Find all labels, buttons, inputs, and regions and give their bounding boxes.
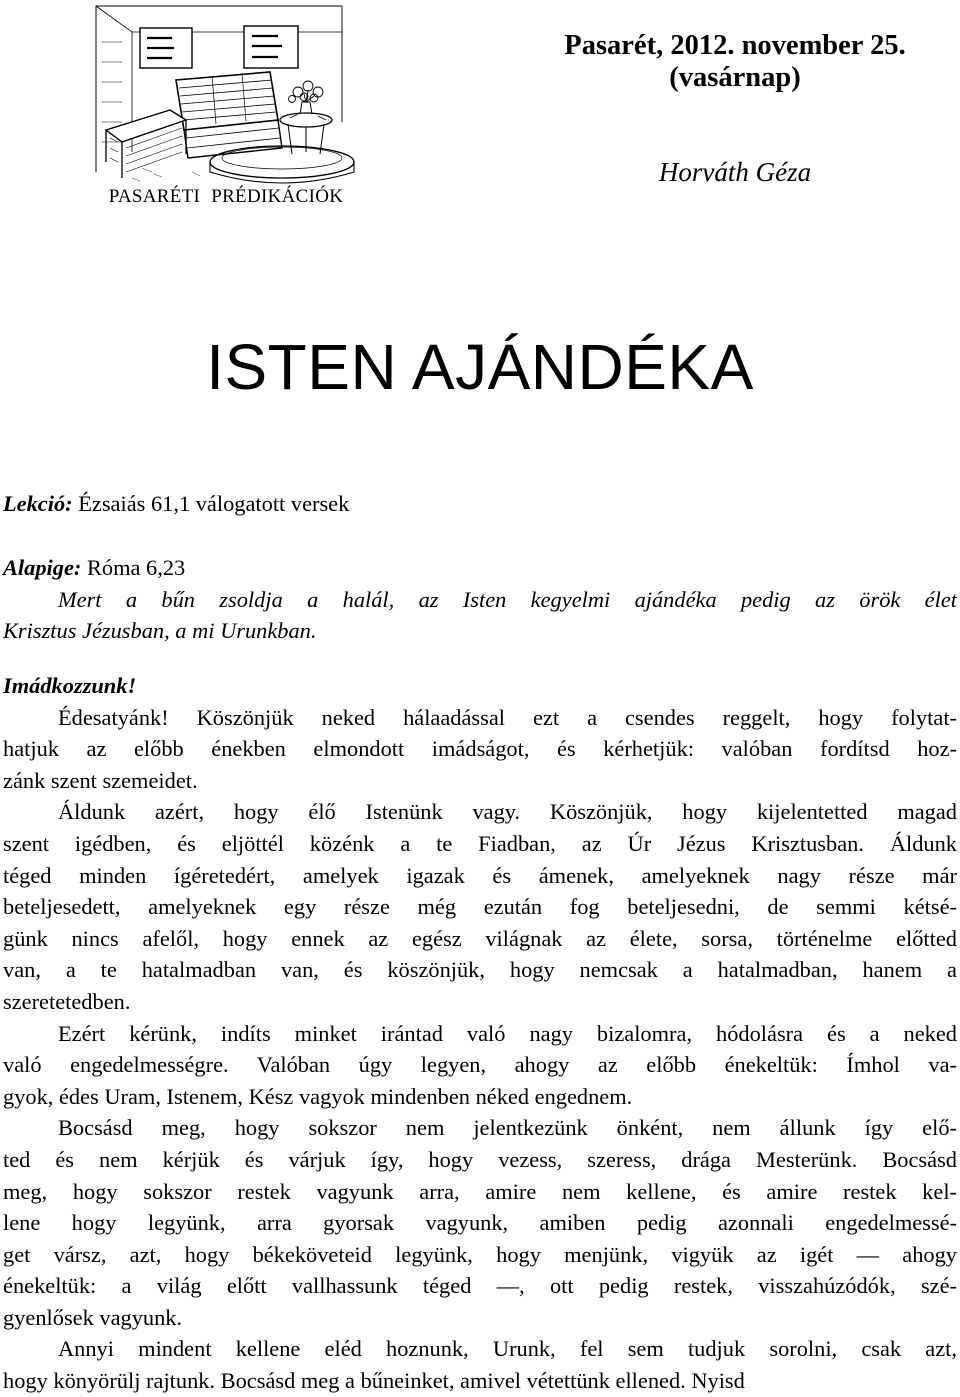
paragraph-line: get vársz, azt, hogy békeköveteid legyünk, hogy menjünk, vigyük az igét — ahogy — [3, 1241, 957, 1267]
paragraph-line: szent igédben, és eljöttél közénk a te Fiadban, az Úr Jézus Krisztusban. Áldunk — [3, 830, 957, 856]
paragraph-line: Bocsásd meg, hogy sokszor nem jelentkezünk önként, nem állunk így elő- — [58, 1115, 957, 1141]
paragraph-line: hatjuk az előbb énekben elmondott imádságot, és kérhetjük: valóban fordítsd hoz- — [3, 736, 957, 762]
paragraph-line: gyenlősek vagyunk. — [3, 1304, 183, 1330]
paragraph-line: beteljesedett, amelyeknek egy része még ezután fog beteljesedni, de semmi kétsé- — [3, 894, 957, 920]
paragraph-line: lene hogy legyünk, arra gyorsak vagyunk, amiben pedig azonnali engedelmessé- — [3, 1210, 957, 1236]
lekcio-label: Lekció: — [3, 491, 73, 516]
alapige-label: Alapige: — [3, 555, 82, 580]
day-line: (vasárnap) — [669, 62, 801, 93]
communion-bench — [106, 110, 186, 178]
sermon-title: ISTEN AJÁNDÉKA — [206, 331, 754, 403]
prayer-heading: Imádkozzunk! — [3, 673, 137, 698]
prayer-paragraphs — [3, 702, 957, 1397]
alapige-reference: Róma 6,23 — [81, 555, 186, 580]
date-block — [505, 30, 960, 94]
paragraph-line: Áldunk azért, hogy élő Istenünk vagy. Köszönjük, hogy kijelentetted magad — [58, 799, 957, 825]
prayer-paragraph — [3, 702, 957, 797]
pulpit — [176, 72, 282, 158]
platform-floor — [210, 146, 354, 183]
verse-line: Krisztus Jézusban, a mi Urunkban. — [3, 618, 317, 644]
prayer-section — [3, 670, 957, 1397]
alapige-line — [3, 552, 957, 584]
paragraph-line: hogy könyörülj rajtunk. Bocsásd meg a bűneinket, amivel vétettünk ellened. Nyisd — [3, 1368, 745, 1394]
author-name: Horváth Géza — [658, 157, 812, 187]
paragraph-line: ted és nem kérjük és várjuk így, hogy vezess, szeress, drága Mesterünk. Bocsásd — [3, 1146, 957, 1172]
prayer-paragraph — [3, 1018, 957, 1113]
paragraph-line: zánk szent szemeidet. — [3, 767, 198, 793]
date-line: Pasarét, 2012. november 25. — [564, 30, 906, 61]
paragraph-line: való engedelmességre. Valóban úgy legyen, ahogy az előbb énekeltük: Ímhol va- — [3, 1052, 957, 1078]
paragraph-line: Annyi mindent kellene eléd hoznunk, Urunk, fel sem tudjuk sorolni, csak azt, — [58, 1336, 957, 1362]
hymn-board-right — [244, 26, 298, 68]
lekcio-text: Ézsaiás 61,1 válogatott versek — [72, 491, 350, 516]
lekcio-line — [3, 488, 957, 520]
prayer-paragraph — [3, 796, 957, 1017]
flower-table — [280, 81, 332, 154]
hymn-board-left — [140, 28, 192, 68]
paragraph-line: van, a te hatalmadban van, és köszönjük, hogy nemcsak a hatalmadban, hanem a — [3, 957, 957, 983]
paragraph-line: énekeltük: a világ előtt vallhassunk téged —, ott pedig restek, visszahúzódók, szé- — [3, 1273, 957, 1299]
paragraph-line: szeretetedben. — [3, 988, 131, 1014]
verse-line: Mert a bűn zsoldja a halál, az Isten kegyelmi ajándéka pedig az örök élet — [58, 586, 957, 612]
prayer-paragraph — [3, 1333, 957, 1396]
paragraph-line: günk nincs afelől, hogy ennek az egész világnak az élete, sorsa, történelme előtted — [3, 925, 957, 951]
series-caption: PASARÉTI PRÉDIKÁCIÓK — [108, 186, 344, 207]
paragraph-line: meg, hogy sokszor restek vagyunk arra, amire nem kellene, és amire restek kel- — [3, 1178, 957, 1204]
alapige-block — [3, 552, 957, 647]
paragraph-line: gyok, édes Uram, Istenem, Kész vagyok mindenben néked engednem. — [3, 1083, 633, 1109]
paragraph-line: Édesatyánk! Köszönjük neked hálaadással ezt a csendes reggelt, hogy folytat- — [58, 704, 957, 730]
paragraph-line: téged minden ígéretedért, amelyek igazak és ámenek, amelyeknek nagy része már — [3, 862, 957, 888]
paragraph-line: Ezért kérünk, indíts minket irántad való nagy bizalomra, hódolásra és a neked — [58, 1020, 957, 1046]
prayer-paragraph — [3, 1112, 957, 1333]
church-interior-illustration — [92, 2, 360, 186]
